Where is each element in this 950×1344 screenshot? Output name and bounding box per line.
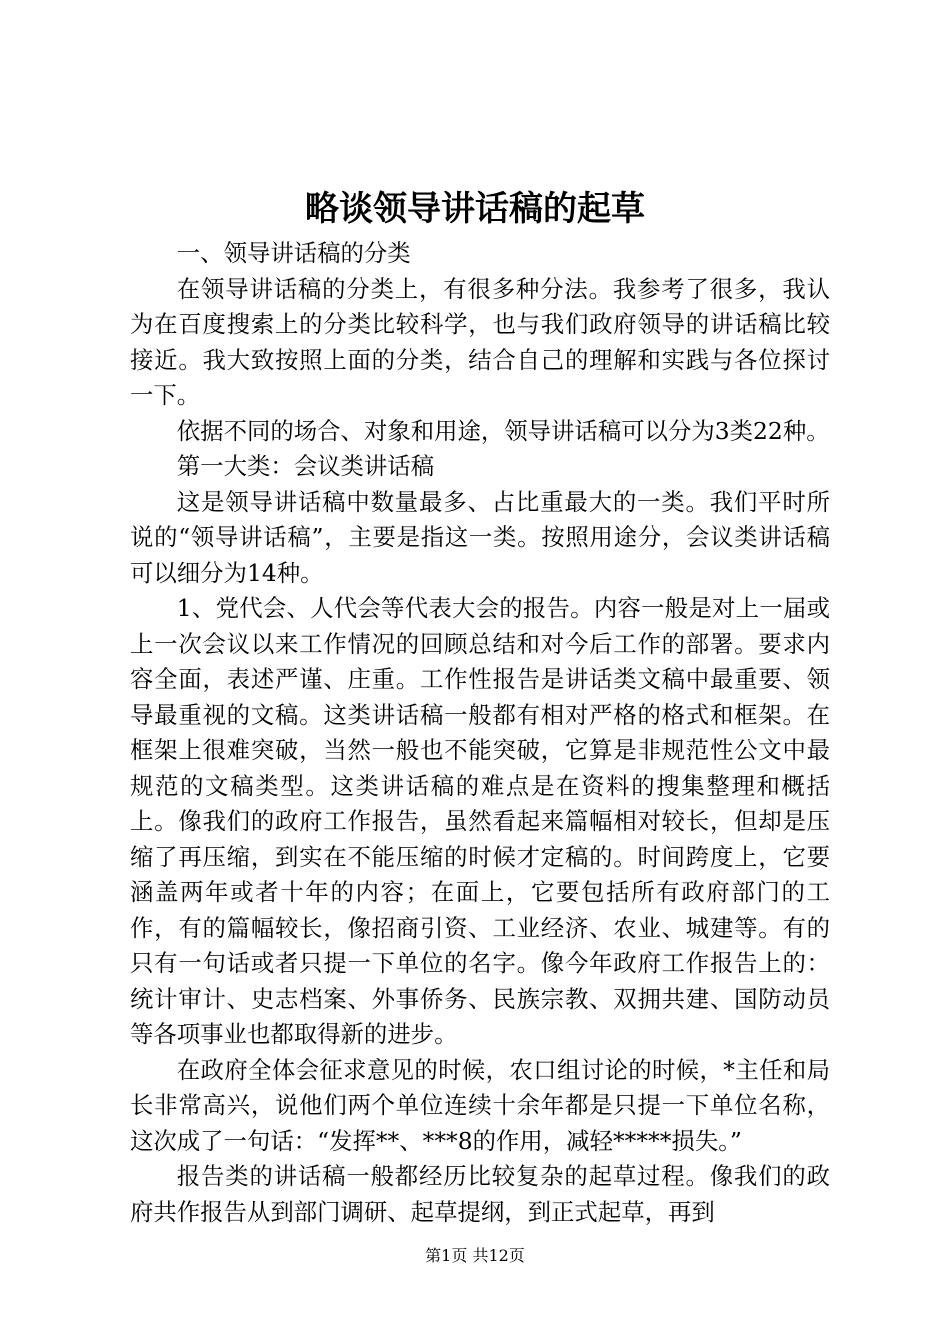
paragraph: 1、党代会、人代会等代表大会的报告。内容一般是对上一届或上一次会议以来工作情况的回顾总结和对今后工作的部署。要求内容全面，表述严谨、庄重。工作性报告是讲话类文稿中最重要、领导最重视的文稿。这类讲话稿一般都有相对严格的格式和框架。在框架上很难突破，当然一般也不能突破，它算是非规范性公文中最规范的文稿类型。这类讲话稿的难点是在资料的搜集整理和概括上。像我们的政府工作报告，虽然看起来篇幅相对较长，但却是压缩了再压缩，到实在不能压缩的时候才定稿的。时间跨度上，它要涵盖两年或者十年的内容；在面上，它要包括所有政府部门的工作，有的篇幅较长，像招商引资、工业经济、农业、城建等。有的只有一句话或者只提一下单位的名字。像今年政府工作报告上的：统计审计、史志档案、外事侨务、民族宗教、双拥共建、国防动员等各项事业也都取得新的进步。: [130, 594, 830, 1048]
paragraph: 在领导讲话稿的分类上，有很多种分法。我参考了很多，我认为在百度搜索上的分类比较科学，也与我们政府领导的讲话稿比较接近。我大致按照上面的分类，结合自己的理解和实践与各位探讨一下。: [130, 274, 830, 409]
category-heading: 第一大类：会议类讲话稿: [176, 452, 435, 480]
paragraph: 报告类的讲话稿一般都经历比较复杂的起草过程。像我们的政府共作报告从到部门调研、起草提纲，到正式起草，再到: [130, 1162, 830, 1226]
paragraph: 在政府全体会征求意见的时候，农口组讨论的时候，*主任和局长非常高兴，说他们两个单位连续十余年都是只提一下单位名称，这次成了一句话：“发挥**、***8的作用，减轻*****损失。”: [130, 1055, 830, 1155]
document-body: [130, 236, 830, 1230]
paragraph: 依据不同的场合、对象和用途，领导讲话稿可以分为3类22种。: [176, 416, 830, 445]
document-title: 略谈领导讲话稿的起草: [305, 189, 645, 229]
paragraph: 这是领导讲话稿中数量最多、占比重最大的一类。我们平时所说的“领导讲话稿”，主要是指这一类。按照用途分，会议类讲话稿可以细分为14种。: [130, 487, 830, 587]
section-heading: 一、领导讲话稿的分类: [176, 239, 411, 267]
page-number-footer: 第1页 共12页: [425, 1246, 525, 1265]
